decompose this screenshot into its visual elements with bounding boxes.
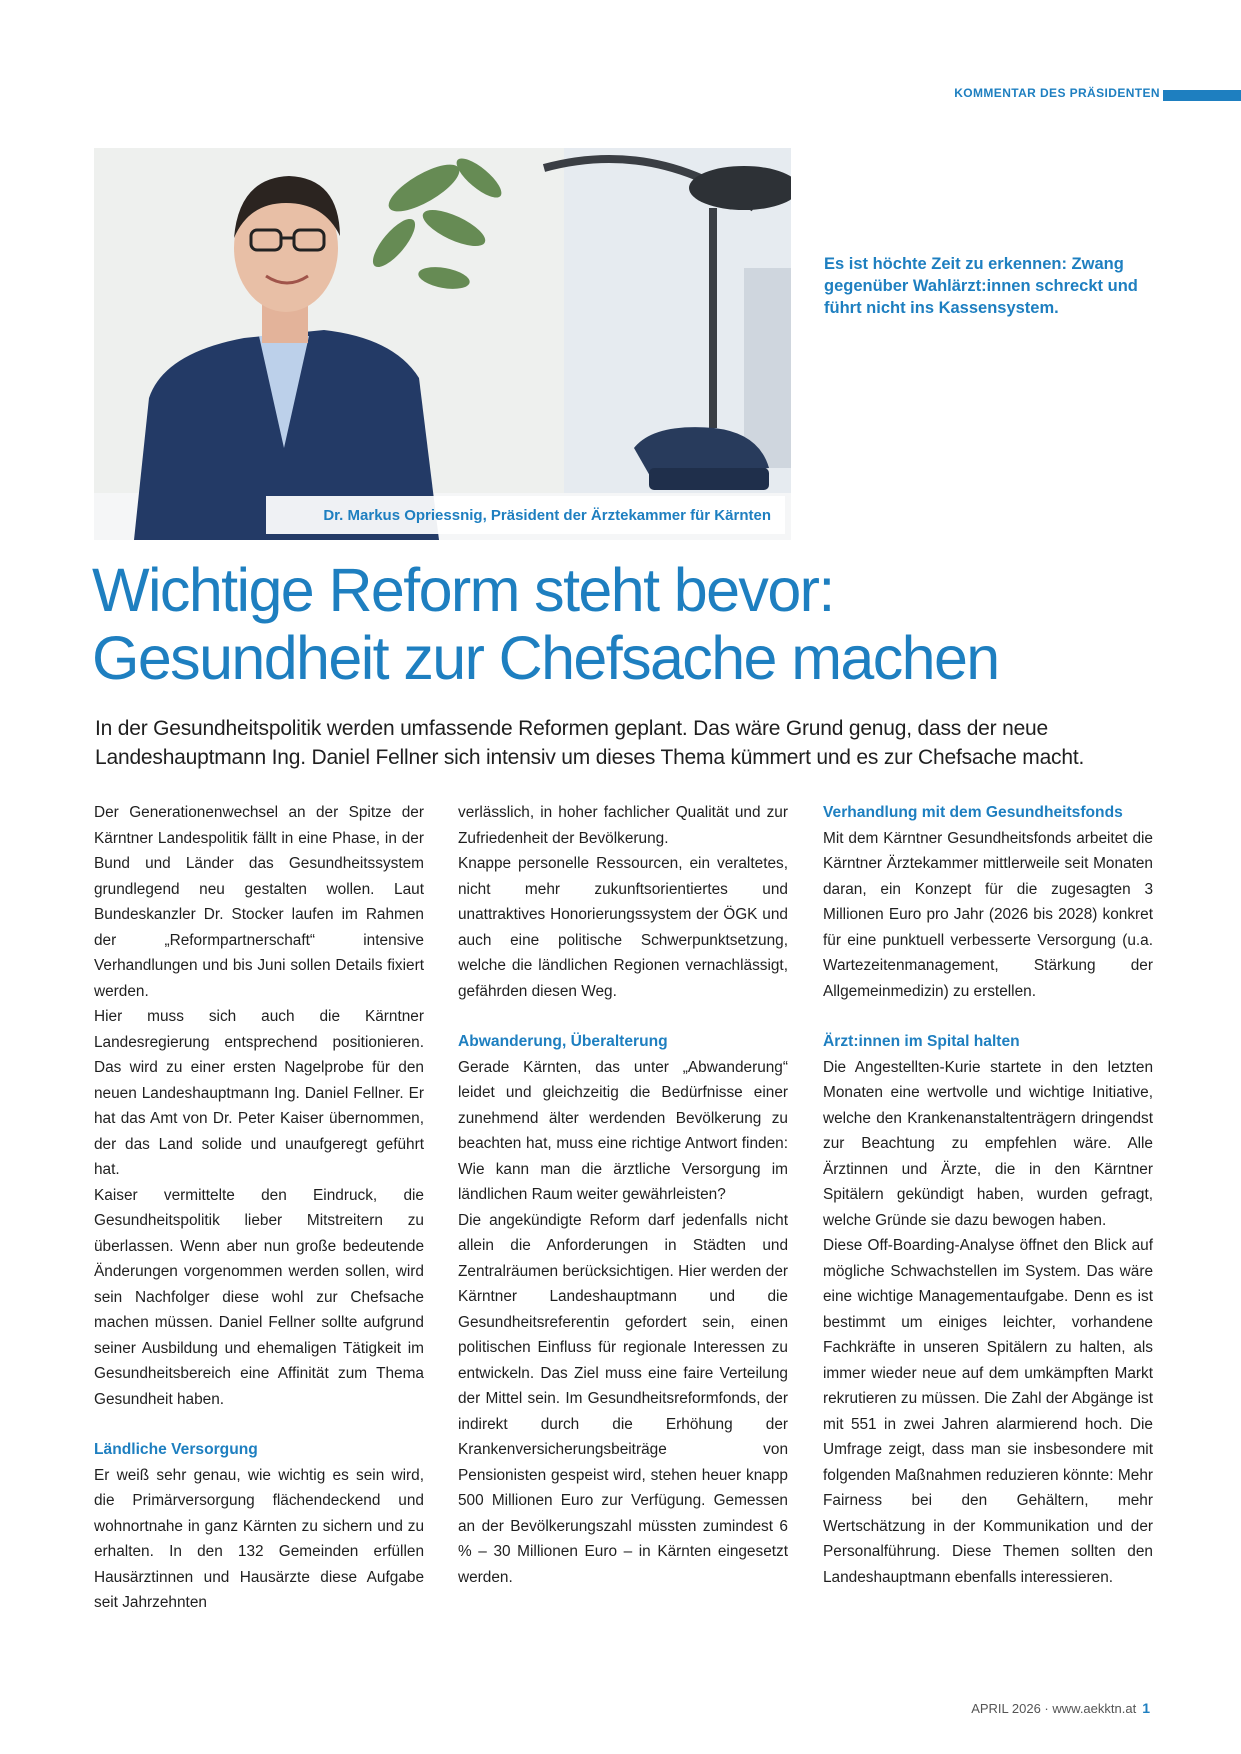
subheading-verhandlung: Verhandlung mit dem Gesundheitsfonds — [823, 804, 1123, 821]
article-paragraph: Diese Off-Boarding-Analyse öffnet den Blick auf mögliche Schwachstellen im System. Das wäre eine wichtige Managementaufgabe. Denn es ist bestimmt um einiges leichter, vorhandene Fachkräfte in unseren Spitälern zu halten, als immer wieder neue auf dem umkämpften Markt rekrutieren zu müssen. Die Zahl der Abgänge ist mit 551 in zwei Jahren alarmierend hoch. Die Umfrage zeigt, dass man sie insbesondere mit folgenden Maßnahmen reduzieren könnte: Mehr Fairness bei den Gehältern, mehr Wertschätzung in der Kommunikation und der Personalführung. Diese Themen sollten den Landeshauptmann ebenfalls interessieren. — [823, 1237, 1153, 1586]
footer-issue: APRIL 2026 · www.aekktn.at — [971, 1701, 1137, 1716]
photo-caption: Dr. Markus Opriessnig, Präsident der Ärztekammer für Kärnten — [266, 496, 785, 534]
article-paragraph: Knappe personelle Ressourcen, ein veraltetes, nicht mehr zukunftsorientiertes und unattraktives Honorierungssystem der ÖGK und auch eine politische Schwerpunktsetzung, welche die ländlichen Regionen vernachlässigt, gefährden diesen Weg. — [458, 855, 788, 1000]
article-column-2 — [458, 800, 788, 1590]
portrait-photo — [94, 148, 791, 540]
subheading-laendliche-versorgung: Ländliche Versorgung — [94, 1441, 258, 1458]
page-number: 1 — [1142, 1700, 1150, 1716]
article-paragraph: Hier muss sich auch die Kärntner Landesregierung entsprechend positionieren. Das wird zu einer ersten Nagelprobe für den neuen Landeshauptmann Ing. Daniel Fellner. Er hat das Amt von Dr. Peter Kaiser übernommen, der das Land solide und unaufgeregt geführt hat. — [94, 1008, 424, 1178]
lead-paragraph: In der Gesundheitspolitik werden umfassende Reformen geplant. Das wäre Grund genug, dass der neue Landeshauptmann Ing. Daniel Fellner sich intensiv um dieses Thema kümmert und es zur Chefsache macht. — [95, 717, 1085, 769]
article-column-1 — [94, 800, 424, 1616]
page-footer — [900, 1700, 1150, 1716]
subheading-spital: Ärzt:innen im Spital halten — [823, 1033, 1020, 1050]
article-paragraph: Gerade Kärnten, das unter „Abwanderung“ leidet und gleichzeitig die Bedürfnisse einer zunehmend älter werdenden Bevölkerung zu beachten hat, muss eine richtige Antwort finden: Wie kann man die ärztliche Versorgung im ländlichen Raum weiter gewährleisten? — [458, 1058, 788, 1203]
portrait-illustration — [94, 148, 791, 540]
article-paragraph: Der Generationenwechsel an der Spitze der Kärntner Landespolitik fällt in eine Phase, in der Bund und Länder das Gesundheitssystem grundlegend neu gestalten wollen. Laut Bundeskanzler Dr. Stocker laufen im Rahmen der „Reformpartnerschaft“ intensive Verhandlungen und bis Juni sollen Details fixiert werden. — [94, 804, 424, 1000]
article-column-3 — [823, 800, 1153, 1590]
article-paragraph: Die Angestellten-Kurie startete in den letzten Monaten eine wertvolle und wichtige Initiative, welche den Krankenanstaltenträgern dringendst zur Beachtung zu empfehlen wäre. Alle Ärztinnen und Ärzte, die in den Kärntner Spitälern gekündigt haben, wurden gefragt, welche Gründe sie dazu bewogen haben. — [823, 1058, 1153, 1229]
article-paragraph: Er weiß sehr genau, wie wichtig es sein wird, die Primärversorgung flächendeckend und wohnortnahe in ganz Kärnten zu sichern und zu erhalten. In den 132 Gemeinden erfüllen Hausärztinnen und Hausärzte diese Aufgabe seit Jahrzehnten — [94, 1466, 424, 1611]
headline — [92, 556, 1172, 692]
article-paragraph: Kaiser vermittelte den Eindruck, die Gesundheitspolitik lieber Mitstreitern zu überlassen. Wenn aber nun große bedeutende Änderungen vorgenommen werden sollen, wird sein Nachfolger diese wohl zur Chefsache machen müssen. Daniel Fellner sollte aufgrund seiner Ausbildung und ehemaligen Tätigkeit im Gesundheitsbereich eine Affinität zum Thema Gesundheit haben. — [94, 1186, 424, 1408]
headline-line-2: Gesundheit zur Chefsache machen — [92, 624, 999, 692]
subheading-abwanderung: Abwanderung, Überalterung — [458, 1033, 668, 1050]
article-paragraph: Mit dem Kärntner Gesundheitsfonds arbeitet die Kärntner Ärztekammer mittlerweile seit Monaten daran, ein Konzept für die zugesagten 3 Millionen Euro pro Jahr (2026 bis 2028) konkret für eine punktuell verbesserte Versorgung (u.a. Wartezeitenmanagement, Stärkung der Allgemeinmedizin) zu erstellen. — [823, 829, 1153, 1000]
article-paragraph-continued: verlässlich, in hoher fachlicher Qualität und zur Zufriedenheit der Bevölkerung. — [458, 804, 788, 847]
pull-quote: Es ist höchte Zeit zu erkennen: Zwang gegenüber Wahlärzt:innen schreckt und führt nicht ins Kassensystem. — [824, 255, 1138, 317]
article-paragraph: Die angekündigte Reform darf jedenfalls nicht allein die Anforderungen in Städten und Zentralräumen berücksichtigen. Hier werden der Kärntner Landeshauptmann und die Gesundheitsreferentin gefordert sein, einen politischen Einfluss für regionale Interessen zu entwickeln. Das Ziel muss eine faire Verteilung der Mittel sein. Im Gesundheitsreformfonds, der indirekt durch die Erhöhung der Krankenversicherungsbeiträge von Pensionisten gespeist wird, stehen heuer knapp 500 Millionen Euro zur Verfügung. Gemessen an der Bevölkerungszahl müssten zumindest 6 % – 30 Millionen Euro – in Kärnten eingesetzt werden. — [458, 1211, 788, 1586]
section-accent-bar — [1163, 90, 1241, 101]
headline-line-1: Wichtige Reform steht bevor: — [92, 556, 834, 624]
section-label: KOMMENTAR DES PRÄSIDENTEN — [954, 86, 1160, 100]
